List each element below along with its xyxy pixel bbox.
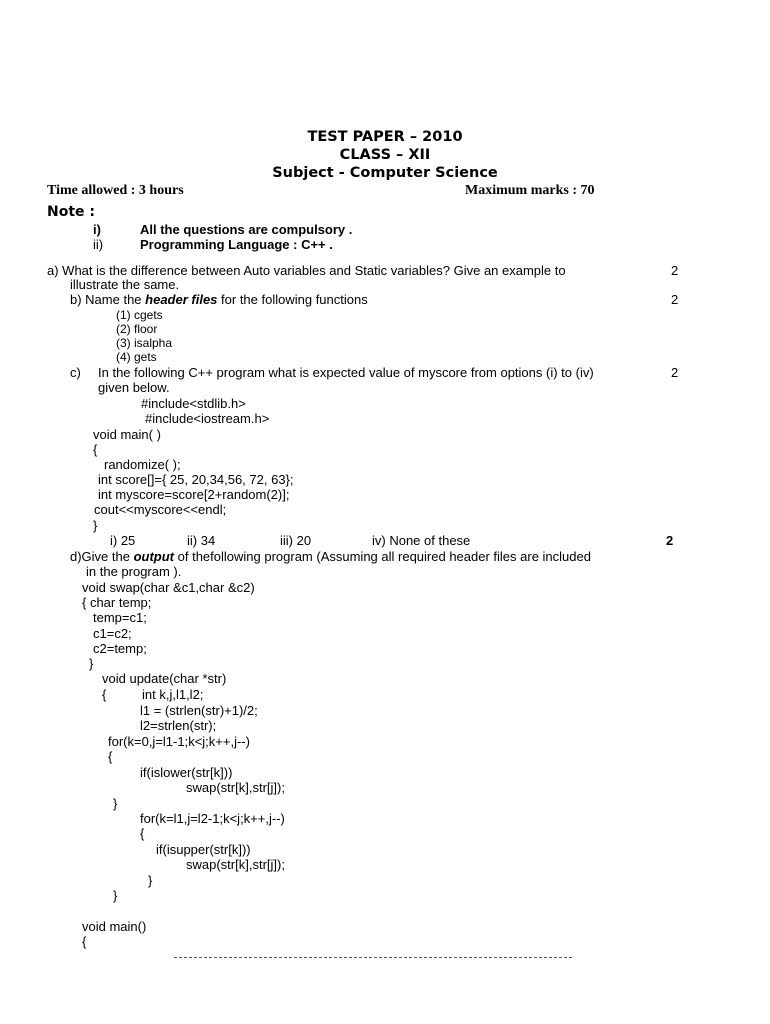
- code-line: {: [140, 826, 145, 841]
- code-line: cout<<myscore<<endl;: [94, 502, 227, 517]
- code-line: void swap(char &c1,char &c2): [82, 580, 255, 595]
- note-item-number: i): [93, 222, 101, 237]
- code-line: }: [113, 796, 118, 811]
- code-line: #include<stdlib.h>: [141, 396, 246, 411]
- code-line: {: [82, 934, 87, 949]
- question-c-line: In the following C++ program what is expected value of myscore from options (i) to (iv): [98, 365, 594, 380]
- code-line: {: [108, 749, 113, 764]
- code-line: void update(char *str): [102, 671, 227, 686]
- code-line: }: [148, 873, 153, 888]
- class-title: CLASS – XII: [339, 147, 431, 163]
- paper-title: TEST PAPER – 2010: [307, 129, 463, 145]
- code-line: swap(str[k],str[j]);: [186, 857, 285, 872]
- code-line: }: [89, 656, 94, 671]
- footer-divider: [174, 957, 572, 958]
- code-line: }: [93, 518, 98, 533]
- maximum-marks: Maximum marks : 70: [465, 183, 595, 198]
- option-item: iv) None of these: [372, 533, 471, 548]
- code-line: if(isupper(str[k])): [156, 842, 251, 857]
- code-line: c2=temp;: [93, 641, 147, 656]
- function-item: (2) floor: [116, 322, 158, 336]
- code-line: if(islower(str[k])): [140, 765, 233, 780]
- options-marks: 2: [666, 533, 674, 548]
- question-a-line: a) What is the difference between Auto variables and Static variables? Give an example to: [47, 263, 566, 278]
- question-a-line: illustrate the same.: [70, 277, 180, 292]
- code-line: randomize( );: [104, 457, 181, 472]
- question-b-marks: 2: [671, 292, 679, 307]
- question-d-line: [70, 549, 591, 564]
- question-c-marks: 2: [671, 365, 679, 380]
- note-item-text: Programming Language : C++ .: [140, 237, 333, 252]
- code-line: c1=c2;: [93, 626, 132, 641]
- question-b-suffix: for the following functions: [217, 292, 368, 307]
- code-line: #include<iostream.h>: [145, 411, 270, 426]
- function-item: (1) cgets: [116, 308, 163, 322]
- question-d-prefix: d)Give the: [70, 549, 134, 564]
- code-line: { char temp;: [82, 595, 152, 610]
- note-item-number: ii): [93, 237, 104, 252]
- question-d-suffix: of thefollowing program (Assuming all required header files are included: [174, 549, 591, 564]
- code-line: for(k=l1,j=l2-1;k<j;k++,j--): [140, 811, 285, 826]
- question-a-marks: 2: [671, 263, 679, 278]
- question-d-line: in the program ).: [86, 564, 182, 579]
- question-b-prefix: b) Name the: [70, 292, 146, 307]
- code-line: temp=c1;: [93, 610, 147, 625]
- subject-title: Subject - Computer Science: [272, 165, 498, 181]
- code-line: int score[]={ 25, 20,34,56, 72, 63};: [98, 472, 294, 487]
- code-line: {: [102, 687, 107, 702]
- question-b-line: [70, 292, 368, 307]
- option-item: i) 25: [110, 533, 136, 548]
- question-c-line: given below.: [98, 380, 170, 395]
- code-line: void main(): [82, 919, 147, 934]
- function-item: (4) gets: [116, 350, 157, 364]
- option-item: iii) 20: [280, 533, 312, 548]
- question-d-emphasis: output: [133, 549, 175, 564]
- note-label: Note :: [47, 204, 95, 220]
- question-c-label: c): [70, 365, 81, 380]
- code-line: void main( ): [93, 427, 161, 442]
- function-item: (3) isalpha: [116, 336, 173, 350]
- note-item-text: All the questions are compulsory .: [140, 222, 353, 237]
- code-line: {: [93, 442, 98, 457]
- code-line: for(k=0,j=l1-1;k<j;k++,j--): [108, 734, 250, 749]
- code-line: l2=strlen(str);: [140, 718, 217, 733]
- code-line: }: [113, 888, 118, 903]
- code-line: int k,j,l1,l2;: [142, 687, 204, 702]
- code-line: l1 = (strlen(str)+1)/2;: [140, 703, 258, 718]
- code-line: int myscore=score[2+random(2)];: [98, 487, 290, 502]
- time-allowed: Time allowed : 3 hours: [47, 183, 184, 198]
- question-b-emphasis: header files: [145, 292, 218, 307]
- option-item: ii) 34: [187, 533, 216, 548]
- code-line: swap(str[k],str[j]);: [186, 780, 285, 795]
